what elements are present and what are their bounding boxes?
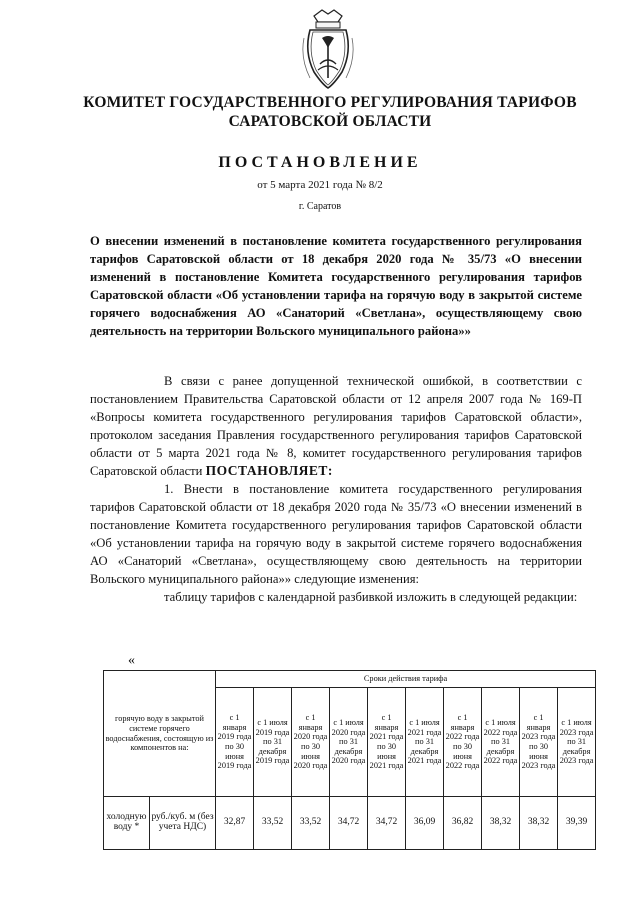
document-body [90,372,582,606]
tariff-value-cell: 38,32 [482,797,520,850]
decree-word: ПОСТАНОВЛЯЕТ: [205,463,333,478]
unit-cell: руб./куб. м (без учета НДС) [150,797,216,850]
component-cell: холодную воду * [104,797,150,850]
tariff-value-cell: 34,72 [368,797,406,850]
opening-quote-mark: « [128,653,135,668]
table-row [104,797,596,850]
period-cell: с 1 января 2021 года по 30 июня 2021 года [368,688,406,797]
tariff-value-cell: 39,39 [558,797,596,850]
table-intro-paragraph: таблицу тарифов с календарной разбивкой изложить в следующей редакции: [164,590,578,604]
document-date: от 5 марта 2021 года № 8/2 [257,179,383,191]
committee-name-line2: САРАТОВСКОЙ ОБЛАСТИ [228,113,432,130]
period-cell: с 1 июля 2020 года по 31 декабря 2020 года [330,688,368,797]
period-cell: с 1 января 2022 года по 30 июня 2022 года [444,688,482,797]
document-city: г. Саратов [298,201,342,212]
period-cell: с 1 января 2020 года по 30 июня 2020 года [292,688,330,797]
document-title: ПОСТАНОВЛЕНИЕ [218,154,422,171]
period-cell: с 1 июля 2019 года по 31 декабря 2019 года [254,688,292,797]
tariff-value-cell: 34,72 [330,797,368,850]
period-cell: с 1 июля 2022 года по 31 декабря 2022 года [482,688,520,797]
saratov-coat-of-arms-emblem [300,8,356,92]
tariff-value-cell: 38,32 [520,797,558,850]
intro-text: В связи с ранее допущенной технической ошибкой, в соответствии с постановлением Правительства Саратовской области от 12 апреля 2007 года № 169-П «Вопросы комитета государственного регулирования тарифов Саратовской области», протоколом заседания Правления государственного регулирования тарифов Саратовской области от 5 марта 2021 года № 8, комитет государственного регулирования тарифов Саратовской области [90,374,582,478]
period-cell: с 1 июля 2023 года по 31 декабря 2023 года [558,688,596,797]
tariff-value-cell: 33,52 [254,797,292,850]
table-left-header: горячую воду в закрытой системе горячего водоснабжения, состоящую из компонентов на: [104,671,216,797]
document-subject: О внесении изменений в постановление комитета государственного регулирования тарифов Саратовской области от 18 декабря 2020 года № 35/73 «О внесении изменений в постановление Комитета государственного регулирования тарифов Саратовской области «Об установлении тарифа на горячую воду в закрытой системе горячего водоснабжения АО «Санаторий «Светлана», осуществляющему свою деятельность на территории Вольского муниципального района»» [90,234,582,338]
tariff-value-cell: 33,52 [292,797,330,850]
table-period-header: Сроки действия тарифа [216,671,596,688]
committee-name-line1: КОМИТЕТ ГОСУДАРСТВЕННОГО РЕГУЛИРОВАНИЯ ТАРИФОВ [83,94,577,111]
period-cell: с 1 июля 2021 года по 31 декабря 2021 года [406,688,444,797]
item1-paragraph: 1. Внести в постановление комитета государственного регулирования тарифов Саратовской области от 18 декабря 2020 года № 35/73 «О внесении изменений в постановление Комитета государственного регулирования тарифов Саратовской области «Об установлении тарифа на горячую воду в закрытой системе горячего водоснабжения АО «Санаторий «Светлана», осуществляющему свою деятельность на территории Вольского муниципального района»» следующие изменения: [90,482,582,586]
tariff-value-cell: 36,09 [406,797,444,850]
intro-paragraph [90,372,582,480]
period-cell: с 1 января 2019 года по 30 июня 2019 года [216,688,254,797]
tariff-table [103,670,596,850]
tariff-value-cell: 36,82 [444,797,482,850]
tariff-value-cell: 32,87 [216,797,254,850]
table-header-row [104,671,596,688]
period-cell: с 1 января 2023 года по 30 июня 2023 года [520,688,558,797]
